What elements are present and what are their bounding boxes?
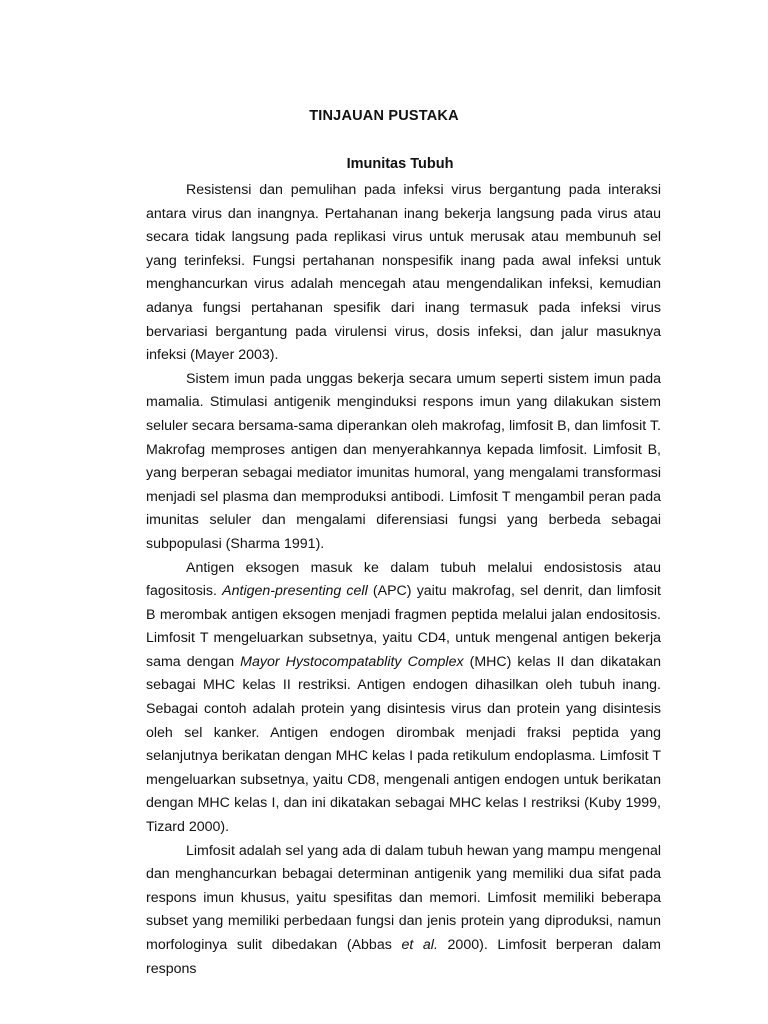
paragraph <box>146 840 661 982</box>
paragraph <box>146 557 661 840</box>
paragraph-text: (MHC) kelas II dan dikatakan sebagai MHC kelas II restriksi. Antigen endogen dihasilkan oleh tubuh inang. Sebagai contoh adalah protein yang disintesis virus dan protein yang disintesis oleh sel kanker. Antigen endogen dirombak menjadi fraksi peptida yang selanjutnya berikatan dengan MHC kelas I pada retikulum endoplasma. Limfosit T mengeluarkan subsetnya, yaitu CD8, mengenali antigen endogen untuk berikatan dengan MHC kelas I, dan ini dikatakan sebagai MHC kelas I restriksi (Kuby 1999, Tizard 2000). <box>146 653 661 836</box>
paragraph-text: Sistem imun pada unggas bekerja secara umum seperti sistem imun pada mamalia. Stimulasi antigenik menginduksi respons imun yang dilakukan sistem seluler secara bersama-sama diperankan oleh makrofag, limfosit B, dan limfosit T. Makrofag memproses antigen dan menyerahkannya kepada limfosit. Limfosit B, yang berperan sebagai mediator imunitas humoral, yang mengalami transformasi menjadi sel plasma dan memproduksi antibodi. Limfosit T mengambil peran pada imunitas seluler dan mengalami diferensiasi fungsi yang berbeda sebagai subpopulasi (Sharma 1991). <box>146 370 661 552</box>
paragraph <box>146 368 661 557</box>
italic-term: Mayor Hystocompatablity Complex <box>240 653 464 670</box>
section-heading: Imunitas Tubuh <box>346 156 454 172</box>
paragraph-text: Resistensi dan pemulihan pada infeksi virus bergantung pada interaksi antara virus dan inangnya. Pertahanan inang bekerja langsung pada virus atau secara tidak langsung pada replikasi virus untuk merusak atau membunuh sel yang terinfeksi. Fungsi pertahanan nonspesifik inang pada awal infeksi untuk menghancurkan virus adalah mencegah atau mengendalikan infeksi, kemudian adanya fungsi pertahanan spesifik dari inang termasuk pada infeksi virus bervariasi bergantung pada virulensi virus, dosis infeksi, dan jalur masuknya infeksi (Mayer 2003). <box>146 182 661 364</box>
italic-term: et al. <box>401 937 438 953</box>
paragraph-text: 2000). Limfosit berperan dalam respons <box>146 937 661 977</box>
paragraph <box>146 179 661 368</box>
paragraph-text: Limfosit adalah sel yang ada di dalam tubuh hewan yang mampu mengenal dan menghancurkan bebagai determinan antigenik yang memiliki dua sifat pada respons imun khusus, yaitu spesifitas dan memori. Limfosit memiliki beberapa subset yang memiliki perbedaan fungsi dan jenis protein yang diproduksi, namun morfologinya sulit dibedakan (Abbas <box>146 842 661 953</box>
document-body <box>146 179 661 981</box>
page-title: TINJAUAN PUSTAKA <box>309 108 459 124</box>
paragraph-text: Antigen eksogen masuk ke dalam tubuh melalui endosistosis atau fagositosis. <box>146 559 661 600</box>
paragraph-text: (APC) yaitu makrofag, sel denrit, dan limfosit B merombak antigen eksogen menjadi fragmen peptida melalui jalan endositosis. Limfosit T mengeluarkan subsetnya, yaitu CD4, untuk mengenal antigen bekerja sama dengan <box>146 583 661 670</box>
italic-term: Antigen-presenting cell <box>222 583 368 600</box>
